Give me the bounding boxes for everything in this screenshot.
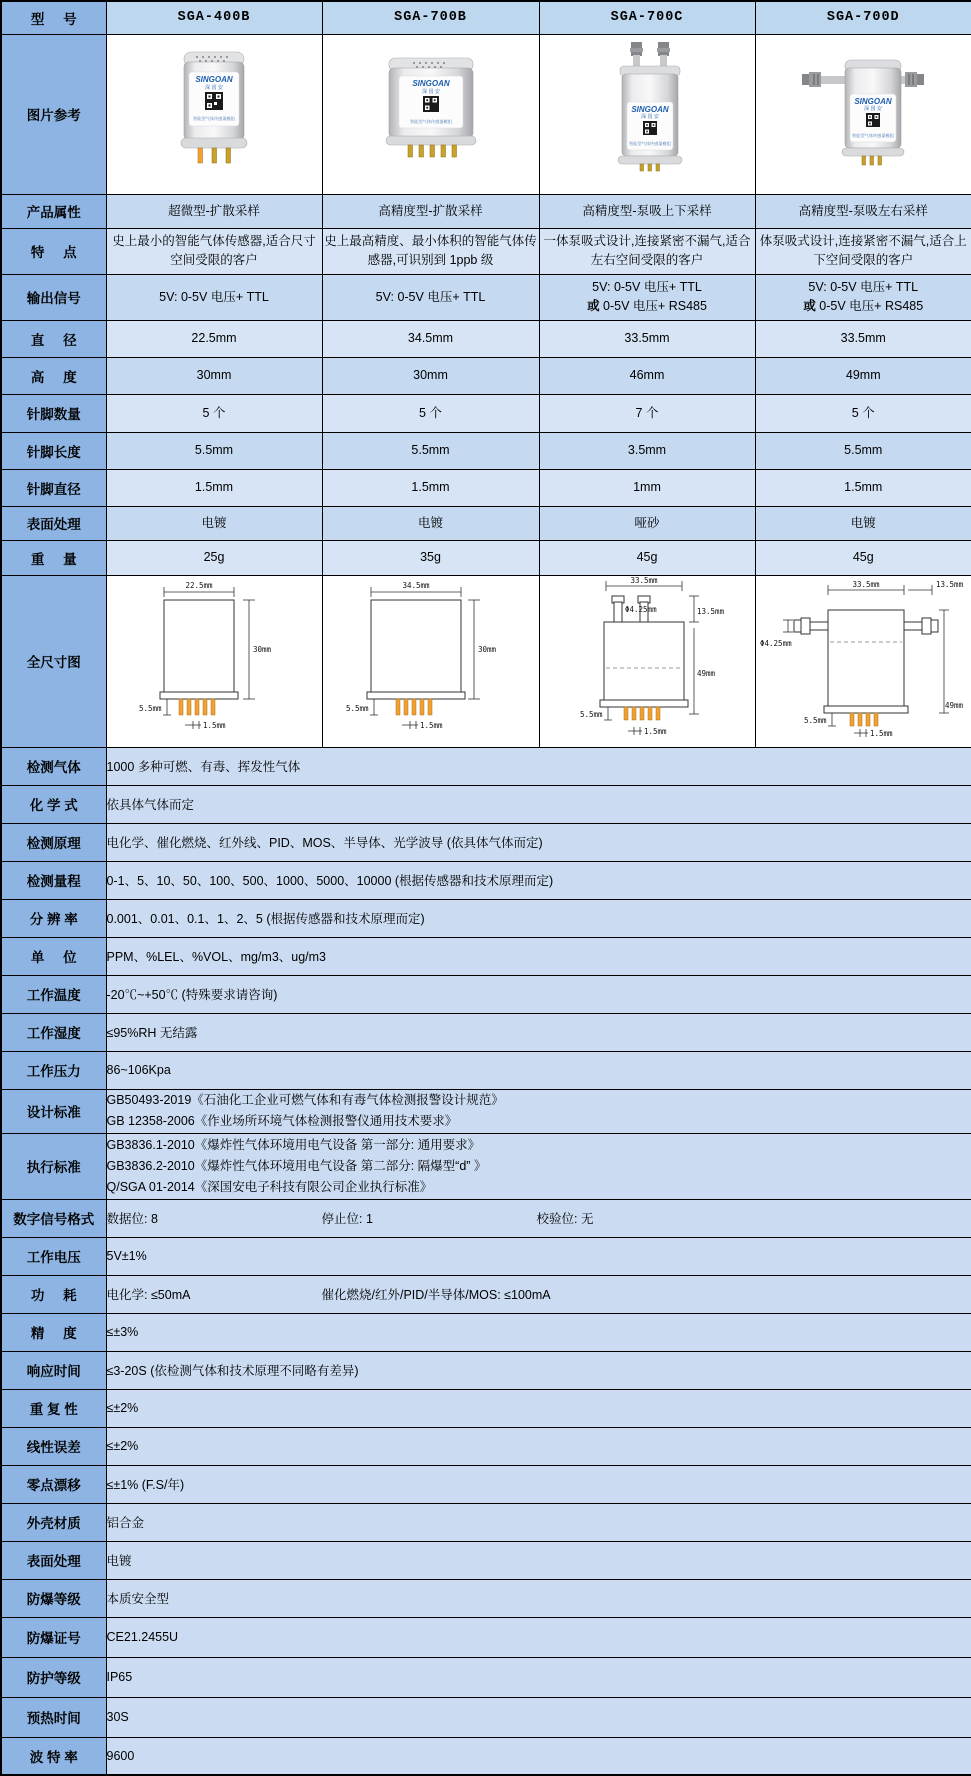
spec-row-weight (1, 540, 971, 575)
spec-value: 5V: 0-5V 电压+ TTL (106, 274, 322, 320)
spec-value: 7 个 (539, 394, 755, 432)
full-row-digital-signal-format (1, 1199, 971, 1237)
pins (408, 145, 457, 157)
row-label: 输出信号 (1, 274, 106, 320)
brand-cn-text: 深 国 安 (641, 113, 659, 120)
spec-row-pin-count (1, 394, 971, 432)
row-label: 工作电压 (1, 1237, 106, 1275)
dim-label-pin-diameter: 1.5mm (644, 727, 667, 736)
spec-value: 1.5mm (322, 469, 539, 506)
product-photo-cell (322, 34, 539, 194)
spec-row-surface-finish (1, 506, 971, 540)
spec-value: 一体泵吸式设计,连接紧密不漏气,适合左右空间受限的客户 (539, 228, 755, 274)
row-label: 波 特 率 (1, 1737, 106, 1775)
dim-label-nozzle-diameter: Φ4.25mm (625, 605, 657, 614)
dim-label-height: 30mm (253, 645, 272, 654)
row-label: 设计标准 (1, 1089, 106, 1133)
row-label: 针脚数量 (1, 394, 106, 432)
row-label: 化 学 式 (1, 785, 106, 823)
full-row-detected-gases (1, 747, 971, 785)
spec-value: 5 个 (106, 394, 322, 432)
full-row-value: CE21.2455U (106, 1617, 971, 1657)
row-label: 精 度 (1, 1313, 106, 1351)
spec-value: 45g (755, 540, 971, 575)
diagram-pins (179, 699, 215, 715)
spec-value: 史上最小的智能气体传感器,适合尺寸空间受限的客户 (106, 228, 322, 274)
pins (862, 156, 882, 165)
full-row-value: -20℃~+50℃ (特殊要求请咨询) (106, 975, 971, 1013)
spec-value: 5V: 0-5V 电压+ TTL 或 0-5V 电压+ RS485 (539, 274, 755, 320)
spec-value: 5.5mm (106, 432, 322, 469)
spec-value: 34.5mm (322, 320, 539, 357)
full-row-value: 电化学、催化燃烧、红外线、PID、MOS、半导体、光学波导 (依具体气体而定) (106, 823, 971, 861)
row-label: 工作温度 (1, 975, 106, 1013)
row-label: 单 位 (1, 937, 106, 975)
full-row-value: 86~106Kpa (106, 1051, 971, 1089)
spec-value: 哑砂 (539, 506, 755, 540)
spec-value: 5V: 0-5V 电压+ TTL (322, 274, 539, 320)
dim-label-nozzle-length: 13.5mm (936, 580, 964, 589)
spec-value: 46mm (539, 357, 755, 394)
full-row-value: 电镀 (106, 1541, 971, 1579)
full-row-working-pressure (1, 1051, 971, 1089)
spec-value: 33.5mm (539, 320, 755, 357)
spec-value: 1.5mm (755, 469, 971, 506)
dimension-diagram-cell (539, 575, 755, 747)
brand-text: SINGOAN (855, 97, 893, 106)
row-label: 检测气体 (1, 747, 106, 785)
dim-label-width: 33.5mm (630, 576, 658, 585)
full-row-value: 9600 (106, 1737, 971, 1775)
dim-label-pin-length: 5.5mm (346, 704, 369, 713)
row-label: 表面处理 (1, 1541, 106, 1579)
row-label: 针脚直径 (1, 469, 106, 506)
full-row-value (106, 1089, 971, 1133)
standard-line: GB50493-2019《石油化工企业可燃气体和有毒气体检测报警设计规范》 (107, 1090, 971, 1111)
dim-label-pin-length: 5.5mm (139, 704, 162, 713)
standard-line: Q/SGA 01-2014《深国安电子科技有限公司企业执行标准》 (107, 1177, 971, 1198)
full-row-execution-standards (1, 1133, 971, 1199)
row-label: 特 点 (1, 228, 106, 274)
spec-value: 22.5mm (106, 320, 322, 357)
full-row-detection-principle (1, 823, 971, 861)
full-row-value: 0.001、0.01、0.1、1、2、5 (根据传感器和技术原理而定) (106, 899, 971, 937)
full-row-detection-range (1, 861, 971, 899)
spec-value: 5 个 (755, 394, 971, 432)
row-label: 工作压力 (1, 1051, 106, 1089)
full-row-value: 0-1、5、10、50、100、500、1000、5000、10000 (根据传感器和技术原理而定) (106, 861, 971, 899)
dim-label-width: 33.5mm (853, 580, 881, 589)
row-label: 执行标准 (1, 1133, 106, 1199)
spec-value: 电镀 (322, 506, 539, 540)
full-row-value: 铝合金 (106, 1503, 971, 1541)
spec-value: 1.5mm (106, 469, 322, 506)
row-label: 响应时间 (1, 1351, 106, 1389)
dim-label-width: 34.5mm (402, 581, 430, 590)
full-row-chemical-formula (1, 785, 971, 823)
full-row-value: ≤3-20S (依检测气体和技术原理不同略有差异) (106, 1351, 971, 1389)
spec-value: 49mm (755, 357, 971, 394)
product-photo-sga-700c (572, 36, 722, 188)
product-photo-cell (539, 34, 755, 194)
full-row-repeatability (1, 1389, 971, 1427)
spec-value: 33.5mm (755, 320, 971, 357)
spec-value: 3.5mm (539, 432, 755, 469)
spec-row-output-signal (1, 274, 971, 320)
full-row-shell-material (1, 1503, 971, 1541)
dim-label-pin-diameter: 1.5mm (420, 721, 443, 730)
signal-format-part: 数据位: 8 (107, 1209, 322, 1227)
dim-label-pin-diameter: 1.5mm (203, 721, 226, 730)
full-row-value: PPM、%LEL、%VOL、mg/m3、ug/m3 (106, 937, 971, 975)
full-row-value (106, 1275, 971, 1313)
dimension-diagram-sga-400b (107, 576, 321, 742)
full-row-value: ≤±2% (106, 1427, 971, 1465)
brand-cn-text: 深 国 安 (864, 105, 882, 112)
full-row-accuracy (1, 1313, 971, 1351)
full-row-linearity-error (1, 1427, 971, 1465)
row-label: 零点漂移 (1, 1465, 106, 1503)
spec-value: 史上最高精度、最小体积的智能气体传感器,可识别到 1ppb 级 (322, 228, 539, 274)
qr-code (205, 92, 223, 110)
spec-value: 超微型-扩散采样 (106, 194, 322, 228)
row-label: 线性误差 (1, 1427, 106, 1465)
spec-row-pin-length (1, 432, 971, 469)
dim-label-width: 22.5mm (185, 581, 213, 590)
full-row-value (106, 1199, 971, 1237)
signal-format-part: 停止位: 1 (322, 1209, 537, 1227)
row-label-image: 图片参考 (1, 34, 106, 194)
row-label: 功 耗 (1, 1275, 106, 1313)
spec-value: 45g (539, 540, 755, 575)
spec-row-product-type (1, 194, 971, 228)
full-row-value: 依具体气体而定 (106, 785, 971, 823)
spec-value: 电镀 (106, 506, 322, 540)
dim-label-pin-length: 5.5mm (804, 716, 827, 725)
qr-code (866, 113, 880, 127)
spec-value: 体泵吸式设计,连接紧密不漏气,适合上下空间受限的客户 (755, 228, 971, 274)
full-row-surface-treatment (1, 1541, 971, 1579)
spec-value: 30mm (322, 357, 539, 394)
full-row-explosion-proof-grade (1, 1579, 971, 1617)
brand-text: SINGOAN (195, 75, 233, 84)
spec-value: 30mm (106, 357, 322, 394)
spec-row-pin-diameter (1, 469, 971, 506)
full-row-value: 30S (106, 1697, 971, 1737)
dim-label-height: 49mm (945, 701, 964, 710)
full-row-explosion-proof-cert (1, 1617, 971, 1657)
dim-label-nozzle-height: 13.5mm (697, 607, 725, 616)
diagram-pins (396, 699, 432, 715)
spec-value: 5.5mm (755, 432, 971, 469)
pins (198, 148, 231, 163)
spec-row-diameter (1, 320, 971, 357)
row-label: 外壳材质 (1, 1503, 106, 1541)
full-row-value: IP65 (106, 1657, 971, 1697)
product-photo-sga-700d (788, 36, 938, 188)
dimension-diagram-row (1, 575, 971, 747)
standard-line: GB3836.2-2010《爆炸性气体环境用电气设备 第二部分: 隔爆型“d” 》 (107, 1156, 971, 1177)
spec-value: 25g (106, 540, 322, 575)
top-nozzles (630, 42, 670, 68)
standard-line: GB3836.1-2010《爆炸性气体环境用电气设备 第一部分: 通用要求》 (107, 1135, 971, 1156)
spec-row-features (1, 228, 971, 274)
qr-code (423, 96, 439, 112)
spec-value: 高精度型-扩散采样 (322, 194, 539, 228)
standard-line: GB 12358-2006《作业场所环境气体检测报警仪通用技术要求》 (107, 1111, 971, 1132)
row-label: 高 度 (1, 357, 106, 394)
product-photo-sga-400b (139, 36, 289, 188)
full-row-value: 5V±1% (106, 1237, 971, 1275)
model-name-sga-700d: SGA-700D (755, 1, 971, 34)
full-row-units (1, 937, 971, 975)
image-row (1, 34, 971, 194)
row-label-diagram: 全尺寸图 (1, 575, 106, 747)
full-row-protection-grade (1, 1657, 971, 1697)
spec-value: 电镀 (755, 506, 971, 540)
full-row-baud-rate (1, 1737, 971, 1775)
row-label: 防爆等级 (1, 1579, 106, 1617)
brand-cn-text: 深 国 安 (422, 88, 440, 95)
full-row-power-consumption (1, 1275, 971, 1313)
row-label: 产品属性 (1, 194, 106, 228)
dimension-diagram-cell (322, 575, 539, 747)
dimension-diagram-sga-700d (756, 576, 970, 742)
spec-value: 5V: 0-5V 电压+ TTL 或 0-5V 电压+ RS485 (755, 274, 971, 320)
row-label: 重 复 性 (1, 1389, 106, 1427)
row-label: 检测量程 (1, 861, 106, 899)
model-name-sga-700c: SGA-700C (539, 1, 755, 34)
row-label: 防爆证号 (1, 1617, 106, 1657)
row-label: 表面处理 (1, 506, 106, 540)
photo-caption-text: 智能型气体传感器模组 (410, 118, 453, 125)
product-photo-cell (106, 34, 322, 194)
full-row-working-temperature (1, 975, 971, 1013)
full-row-value: ≤95%RH 无结露 (106, 1013, 971, 1051)
spec-value: 5.5mm (322, 432, 539, 469)
product-photo-cell (755, 34, 971, 194)
row-label: 预热时间 (1, 1697, 106, 1737)
full-row-working-voltage (1, 1237, 971, 1275)
diagram-pins (850, 713, 878, 726)
full-row-value: ≤±2% (106, 1389, 971, 1427)
full-row-zero-drift (1, 1465, 971, 1503)
row-label: 检测原理 (1, 823, 106, 861)
row-label: 针脚长度 (1, 432, 106, 469)
signal-format-part: 校验位: 无 (537, 1209, 752, 1227)
spec-value: 35g (322, 540, 539, 575)
dimension-diagram-sga-700b (324, 576, 538, 742)
row-label-model: 型 号 (1, 1, 106, 34)
dim-label-pin-diameter: 1.5mm (870, 729, 893, 738)
product-photo-sga-700b (356, 36, 506, 188)
dimension-diagram-cell (755, 575, 971, 747)
spec-row-height (1, 357, 971, 394)
row-label: 重 量 (1, 540, 106, 575)
photo-caption-text: 智能型气体传感器模组 (852, 132, 895, 139)
photo-caption-text: 智能型气体传感器模组 (193, 115, 236, 122)
dim-label-height: 49mm (697, 669, 716, 678)
spec-value: 5 个 (322, 394, 539, 432)
spec-value: 1mm (539, 469, 755, 506)
full-row-value: ≤±1% (F.S/年) (106, 1465, 971, 1503)
row-label: 工作湿度 (1, 1013, 106, 1051)
model-header-row (1, 1, 971, 34)
full-row-resolution (1, 899, 971, 937)
dimension-diagram-cell (106, 575, 322, 747)
photo-caption-text: 智能型气体传感器模组 (629, 140, 672, 147)
dim-label-nozzle-diameter: Φ4.25mm (760, 639, 792, 648)
full-row-value (106, 1133, 971, 1199)
dim-label-height: 30mm (478, 645, 497, 654)
brand-text: SINGOAN (631, 105, 669, 114)
dim-label-pin-length: 5.5mm (580, 710, 603, 719)
full-row-response-time (1, 1351, 971, 1389)
row-label: 直 径 (1, 320, 106, 357)
brand-cn-text: 深 国 安 (205, 84, 223, 91)
row-label: 数字信号格式 (1, 1199, 106, 1237)
full-row-value: ≤±3% (106, 1313, 971, 1351)
dimension-diagram-sga-700c (540, 576, 754, 742)
full-row-value: 1000 多种可燃、有毒、挥发性气体 (106, 747, 971, 785)
model-name-sga-700b: SGA-700B (322, 1, 539, 34)
row-label: 分 辨 率 (1, 899, 106, 937)
full-row-warmup-time (1, 1697, 971, 1737)
diagram-pins (624, 707, 660, 720)
brand-text: SINGOAN (412, 79, 450, 88)
model-name-sga-400b: SGA-400B (106, 1, 322, 34)
spec-value: 高精度型-泵吸左右采样 (755, 194, 971, 228)
power-part: 电化学: ≤50mA (107, 1285, 322, 1303)
pins (640, 164, 660, 171)
row-label: 防护等级 (1, 1657, 106, 1697)
full-row-working-humidity (1, 1013, 971, 1051)
qr-code (643, 121, 657, 135)
power-part: 催化燃烧/红外/PID/半导体/MOS: ≤100mA (322, 1288, 551, 1302)
full-row-design-standards (1, 1089, 971, 1133)
spec-value: 高精度型-泵吸上下采样 (539, 194, 755, 228)
full-row-value: 本质安全型 (106, 1579, 971, 1617)
